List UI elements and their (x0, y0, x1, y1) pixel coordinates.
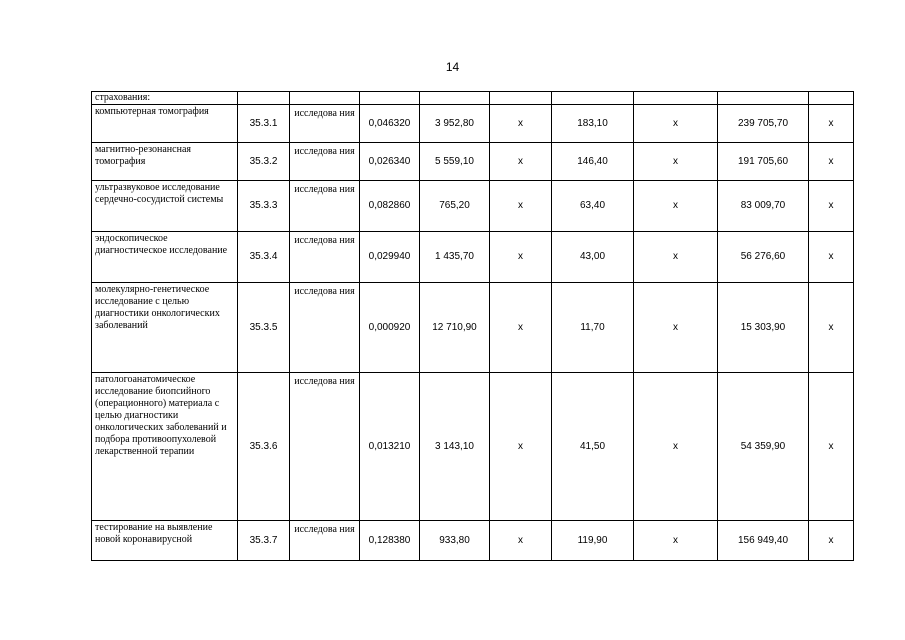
unit-of-measure: исследова ния (290, 521, 360, 561)
row-code: 35.3.1 (238, 105, 290, 143)
placeholder-x: x (490, 373, 552, 521)
unit-of-measure: исследова ния (290, 105, 360, 143)
table-row (92, 521, 854, 561)
cost-value: 5 559,10 (420, 143, 490, 181)
empty-cell (634, 92, 718, 105)
service-name: магнитно-резонансная томография (92, 143, 238, 181)
count-value: 41,50 (552, 373, 634, 521)
row-code: 35.3.2 (238, 143, 290, 181)
placeholder-x: x (490, 521, 552, 561)
placeholder-x: x (809, 373, 854, 521)
cost-value: 933,80 (420, 521, 490, 561)
norm-value: 0,046320 (360, 105, 420, 143)
empty-cell (718, 92, 809, 105)
table-row (92, 143, 854, 181)
empty-cell (809, 92, 854, 105)
unit-of-measure: исследова ния (290, 143, 360, 181)
empty-cell (290, 92, 360, 105)
sum-value: 54 359,90 (718, 373, 809, 521)
table-row (92, 105, 854, 143)
table-row (92, 181, 854, 232)
placeholder-x: x (634, 232, 718, 283)
service-name: тестирование на выявление новой коронавирусной (92, 521, 238, 561)
placeholder-x: x (490, 232, 552, 283)
placeholder-x: x (809, 143, 854, 181)
cost-value: 1 435,70 (420, 232, 490, 283)
service-name: компьютерная томография (92, 105, 238, 143)
table-row (92, 373, 854, 521)
norm-value: 0,026340 (360, 143, 420, 181)
count-value: 43,00 (552, 232, 634, 283)
empty-cell (360, 92, 420, 105)
count-value: 119,90 (552, 521, 634, 561)
cost-value: 765,20 (420, 181, 490, 232)
norm-value: 0,128380 (360, 521, 420, 561)
sum-value: 15 303,90 (718, 283, 809, 373)
empty-cell (420, 92, 490, 105)
placeholder-x: x (490, 143, 552, 181)
placeholder-x: x (809, 181, 854, 232)
placeholder-x: x (634, 373, 718, 521)
cost-value: 12 710,90 (420, 283, 490, 373)
placeholder-x: x (634, 181, 718, 232)
row-code: 35.3.5 (238, 283, 290, 373)
cost-value: 3 952,80 (420, 105, 490, 143)
page-number: 14 (445, 60, 460, 74)
service-name: ультразвуковое исследование сердечно-сосудистой системы (92, 181, 238, 232)
norm-value: 0,029940 (360, 232, 420, 283)
service-name: эндоскопическое диагностическое исследование (92, 232, 238, 283)
sum-value: 156 949,40 (718, 521, 809, 561)
table-row-header-continued (92, 92, 854, 105)
placeholder-x: x (809, 283, 854, 373)
unit-of-measure: исследова ния (290, 232, 360, 283)
row-code: 35.3.4 (238, 232, 290, 283)
count-value: 183,10 (552, 105, 634, 143)
row-code: 35.3.6 (238, 373, 290, 521)
count-value: 63,40 (552, 181, 634, 232)
unit-of-measure: исследова ния (290, 181, 360, 232)
service-name: молекулярно-генетическое исследование с целью диагностики онкологических заболеваний (92, 283, 238, 373)
empty-cell (490, 92, 552, 105)
unit-of-measure: исследова ния (290, 373, 360, 521)
norm-value: 0,082860 (360, 181, 420, 232)
table-row (92, 283, 854, 373)
count-value: 11,70 (552, 283, 634, 373)
placeholder-x: x (809, 232, 854, 283)
placeholder-x: x (490, 105, 552, 143)
unit-of-measure: исследова ния (290, 283, 360, 373)
placeholder-x: x (490, 283, 552, 373)
placeholder-x: x (634, 105, 718, 143)
service-name: патологоанатомическое исследование биопсийного (операционного) материала с целью диагностики онкологических заболеваний и подбора противоопухолевой лекарственной терапии (92, 373, 238, 521)
norm-value: 0,000920 (360, 283, 420, 373)
services-table (91, 91, 854, 561)
sum-value: 56 276,60 (718, 232, 809, 283)
empty-cell (552, 92, 634, 105)
placeholder-x: x (490, 181, 552, 232)
sum-value: 191 705,60 (718, 143, 809, 181)
sum-value: 83 009,70 (718, 181, 809, 232)
cost-value: 3 143,10 (420, 373, 490, 521)
count-value: 146,40 (552, 143, 634, 181)
placeholder-x: x (634, 143, 718, 181)
category-label: страхования: (92, 92, 238, 105)
table-row (92, 232, 854, 283)
placeholder-x: x (634, 521, 718, 561)
row-code: 35.3.3 (238, 181, 290, 232)
placeholder-x: x (809, 105, 854, 143)
empty-cell (238, 92, 290, 105)
norm-value: 0,013210 (360, 373, 420, 521)
placeholder-x: x (809, 521, 854, 561)
placeholder-x: x (634, 283, 718, 373)
sum-value: 239 705,70 (718, 105, 809, 143)
row-code: 35.3.7 (238, 521, 290, 561)
